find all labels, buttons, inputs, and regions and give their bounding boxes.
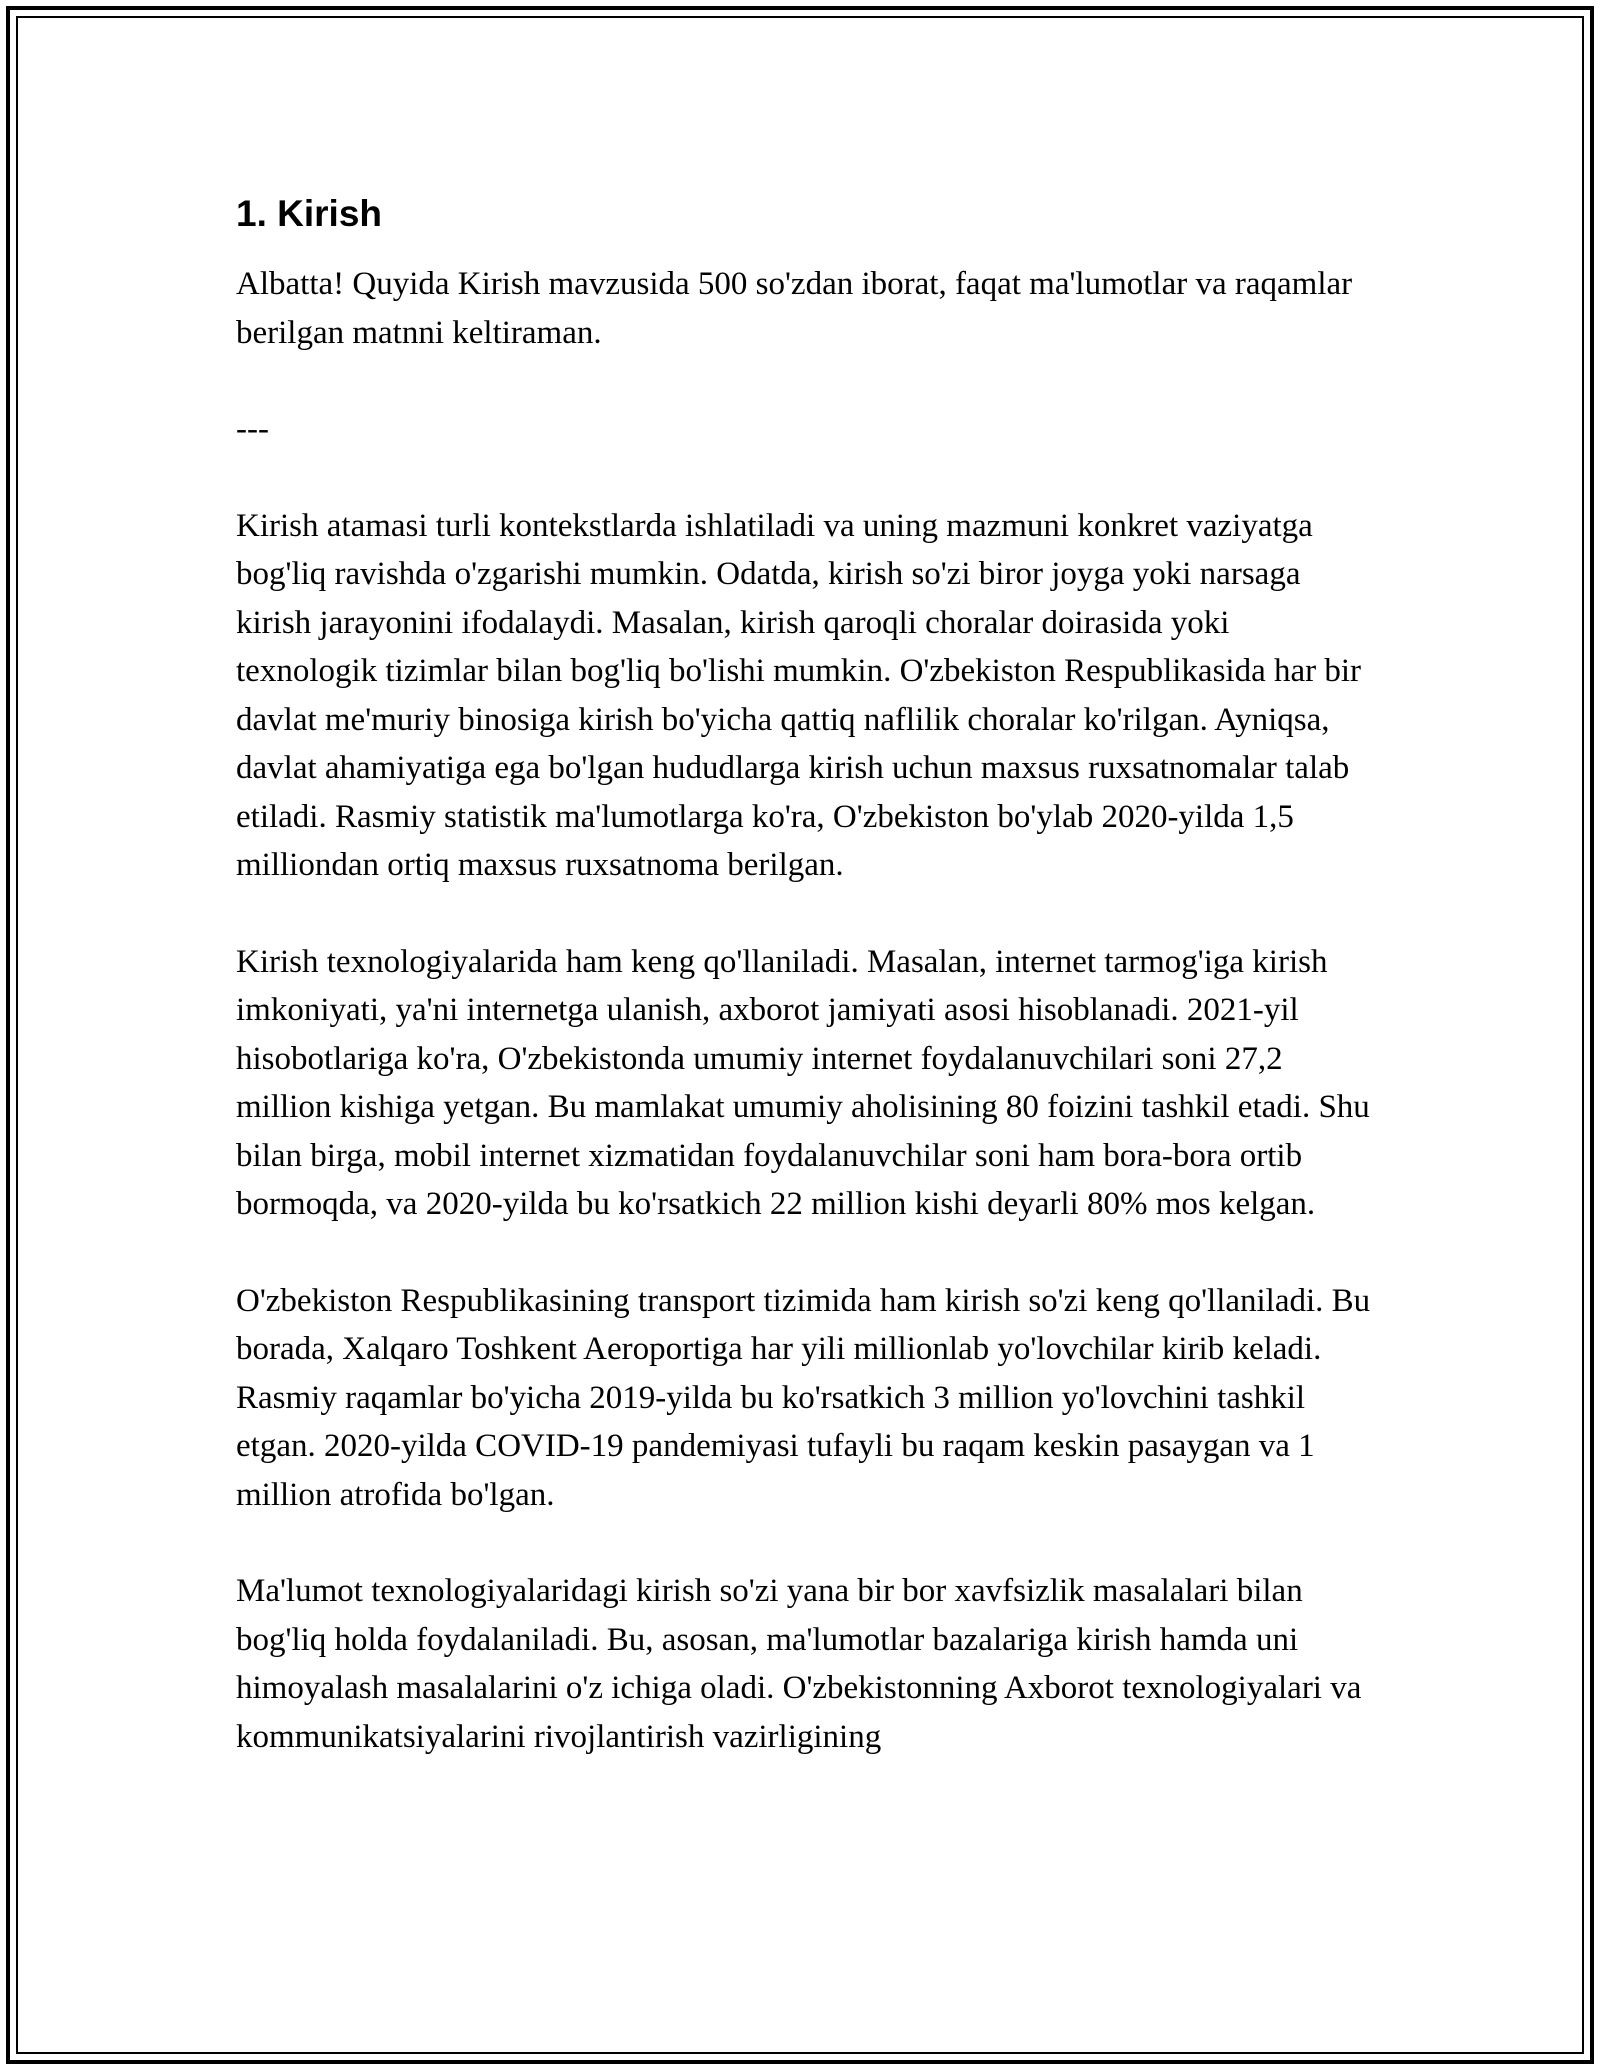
paragraph-transport: O'zbekiston Respublikasining transport tizimida ham kirish so'zi keng qo'llaniladi. Bu borada, Xalqaro Toshkent Aeroportiga har yili millionlab yo'lovchilar kirib keladi. Rasmiy raqamlar bo'yicha 2019-yilda bu ko'rsatkich 3 million yo'lovchini tashkil etgan. 2020-yilda COVID-19 pandemiyasi tufayli bu raqam keskin pasaygan va 1 million atrofida bo'lgan. [236, 1282, 1371, 1513]
section-heading: 1. Kirish [236, 193, 382, 234]
paragraph-information-technology: Ma'lumot texnologiyalaridagi kirish so'zi yana bir bor xavfsizlik masalalari bilan bog'liq holda foydalaniladi. Bu, asosan, ma'lumotlar bazalariga kirish hamda uni himoyalash masalalarini o'z ichiga oladi. O'zbekistonning Axborot texnologiyalari va kommunikatsiyalarini rivojlantirish vazirligining [236, 1573, 1362, 1755]
paragraph-access-security: Kirish atamasi turli kontekstlarda ishlatiladi va uning mazmuni konkret vaziyatga bog'liq ravishda o'zgarishi mumkin. Odatda, kirish so'zi biror joyga yoki narsaga kirish jarayonini ifodalaydi. Masalan, kirish qaroqli choralar doirasida yoki texnologik tizimlar bilan bog'liq bo'lishi mumkin. O'zbekiston Respublikasida har bir davlat me'muriy binosiga kirish bo'yicha qattiq naflilik choralar ko'rilgan. Ayniqsa, davlat ahamiyatiga ega bo'lgan hududlarga kirish uchun maxsus ruxsatnomalar talab etiladi. Rasmiy statistik ma'lumotlarga ko'ra, O'zbekiston bo'ylab 2020-yilda 1,5 milliondan ortiq maxsus ruxsatnoma berilgan. [236, 507, 1362, 883]
paragraph-internet-access: Kirish texnologiyalarida ham keng qo'llaniladi. Masalan, internet tarmog'iga kirish imkoniyati, ya'ni internetga ulanish, axborot jamiyati asosi hisoblanadi. 2021-yil hisobotlariga ko'ra, O'zbekistonda umumiy internet foydalanuvchilari soni 27,2 million kishiga yetgan. Bu mamlakat umumiy aholisining 80 foizini tashkil etadi. Shu bilan birga, mobil internet xizmatidan foydalanuvchilar soni ham bora-bora ortib bormoqda, va 2020-yilda bu ko'rsatkich 22 million kishi deyarli 80% mos kelgan. [236, 943, 1370, 1222]
document-body [236, 188, 1372, 1809]
intro-paragraph: Albatta! Quyida Kirish mavzusida 500 so'zdan iborat, faqat ma'lumotlar va raqamlar berilgan matnni keltiraman. [236, 266, 1353, 351]
separator-line: --- [236, 411, 269, 447]
